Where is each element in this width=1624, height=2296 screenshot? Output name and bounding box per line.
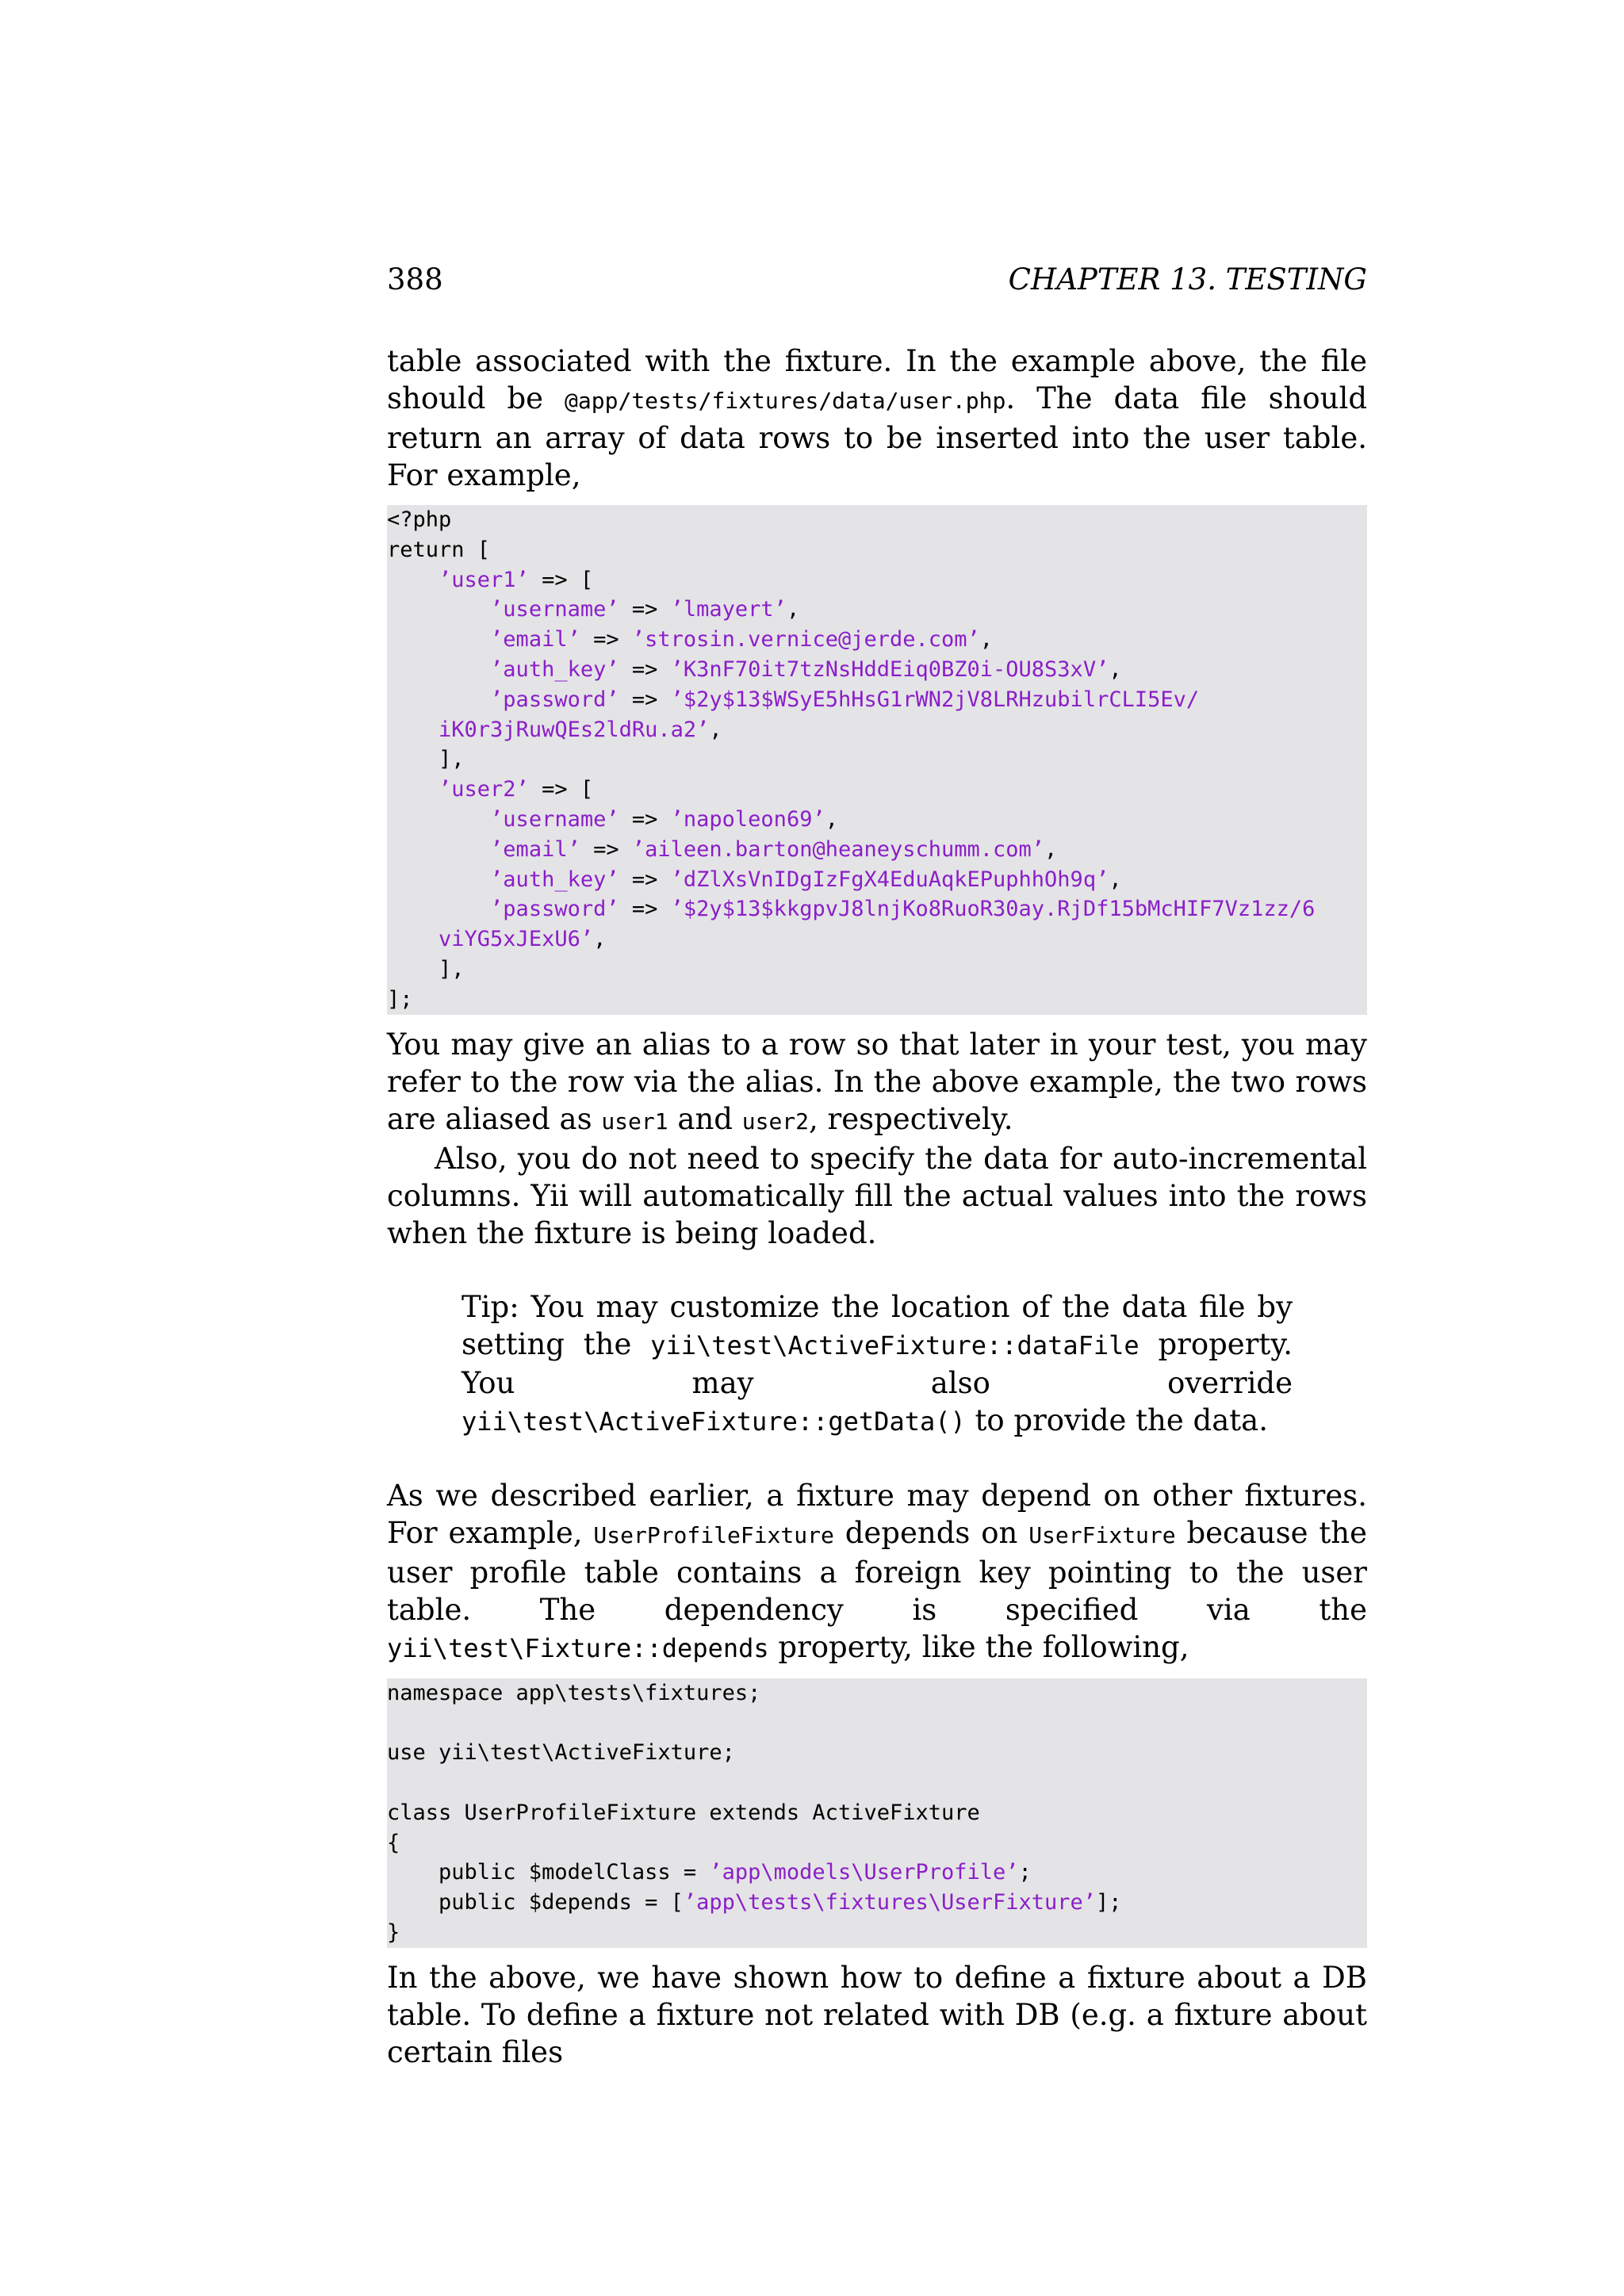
inline-code-userprofilefixture: UserProfileFixture — [593, 1521, 834, 1548]
text: table associated with the fixture. In the example above, the file should be — [387, 344, 1367, 415]
text: You may give an alias to a row so that later in your test, you may refer to the row via the alias. In the above example, the two rows are aliased as — [387, 1027, 1367, 1136]
code-line — [387, 1708, 1367, 1738]
code-line: <?php — [387, 507, 452, 532]
text: , respectively. — [809, 1101, 1013, 1136]
page-header — [387, 258, 1367, 302]
code-line: ]; — [387, 986, 413, 1012]
text: As we described earlier, a fixture may depend on other fixtures. For example, — [387, 1478, 1367, 1550]
code-line: use yii\test\ActiveFixture; — [387, 1740, 735, 1766]
code-line: } — [387, 1919, 400, 1945]
text: property, like the following, — [768, 1629, 1189, 1664]
inline-code-path: @app/tests/fixtures/data/user.php — [565, 388, 1006, 414]
page-body — [387, 342, 1367, 2071]
text: because the user profile table contains a foreign key pointing to the user table. The dependency is specified via the — [387, 1515, 1368, 1627]
code-line: viYG5xJExU6’, — [439, 927, 607, 952]
inline-code-getdata: yii\test\ActiveFixture::getData() — [462, 1406, 966, 1437]
text: and — [668, 1101, 742, 1136]
code-line: ], — [387, 956, 465, 982]
inline-code-user1: user1 — [601, 1108, 668, 1135]
code-line: { — [387, 1830, 400, 1855]
code-line: ’user1’ => [ — [439, 567, 594, 592]
paragraph-alias — [387, 1026, 1367, 1140]
text: depends on — [833, 1515, 1029, 1550]
code-block-fixture-class — [387, 1678, 1367, 1948]
paragraph-non-db-fixture: In the above, we have shown how to define a fixture about a DB table. To define a fixture not related with DB (e.g. a fixture about certain files — [387, 1960, 1367, 2069]
code-line: class UserProfileFixture extends ActiveFixture — [387, 1800, 980, 1825]
code-line: iK0r3jRuwQEs2ldRu.a2’, — [439, 717, 722, 742]
code-line: public $depends = [’app\tests\fixtures\UserFixture’]; — [387, 1890, 1122, 1915]
code-line: ’email’ => ’aileen.barton@heaneyschumm.com’, — [490, 836, 1058, 862]
text: Tip: You may customize the location of the data file by setting the — [462, 1289, 1293, 1361]
inline-code-user2: user2 — [741, 1108, 810, 1135]
inline-code-userfixture: UserFixture — [1028, 1521, 1176, 1548]
inline-code-depends: yii\test\Fixture::depends — [387, 1632, 769, 1663]
code-line: ], — [387, 747, 465, 772]
code-line: ’username’ => ’lmayert’, — [490, 597, 800, 622]
paragraph-dependency — [387, 1477, 1367, 1667]
code-line: ’password’ => ’$2y$13$kkgpvJ8lnjKo8RuoR30ay.RjDf15bMcHIF7Vz1zz/6 — [490, 897, 1316, 922]
code-line: return [ — [387, 537, 491, 562]
text: . The data file should return an array of data rows to be inserted into the user table. For example, — [387, 381, 1368, 492]
code-line: ’password’ => ’$2y$13$WSyE5hHsG1rWN2jV8LRHzubilrCLI5Ev/ — [490, 687, 1200, 712]
text: to provide the data. — [965, 1402, 1268, 1437]
code-line: public $modelClass = ’app\models\UserProfile’; — [387, 1860, 1032, 1885]
code-line: ’auth_key’ => ’K3nF70it7tzNsHddEiq0BZ0i-OU8S3xV’, — [490, 656, 1122, 682]
code-line: namespace app\tests\fixtures; — [387, 1680, 761, 1705]
running-head: CHAPTER 13. TESTING — [1008, 262, 1367, 297]
text: property. You may also override — [462, 1326, 1293, 1400]
code-line: ’user2’ => [ — [439, 777, 594, 802]
tip-box — [462, 1288, 1293, 1441]
code-block-fixture-data — [387, 505, 1367, 1015]
code-line: ’auth_key’ => ’dZlXsVnIDgIzFgX4EduAqkEPuphhOh9q’, — [490, 867, 1122, 892]
code-line — [387, 1768, 1367, 1798]
paragraph-auto-increment: Also, you do not need to specify the data for auto-incremental columns. Yii will automatically fill the actual values into the rows when the fixture is being loaded. — [387, 1141, 1367, 1250]
paragraph-intro — [387, 342, 1367, 494]
page-number: 388 — [387, 262, 443, 297]
inline-code-datafile: yii\test\ActiveFixture::dataFile — [650, 1330, 1139, 1360]
code-line: ’email’ => ’strosin.vernice@jerde.com’, — [490, 627, 994, 652]
code-line: ’username’ => ’napoleon69’, — [490, 806, 838, 832]
